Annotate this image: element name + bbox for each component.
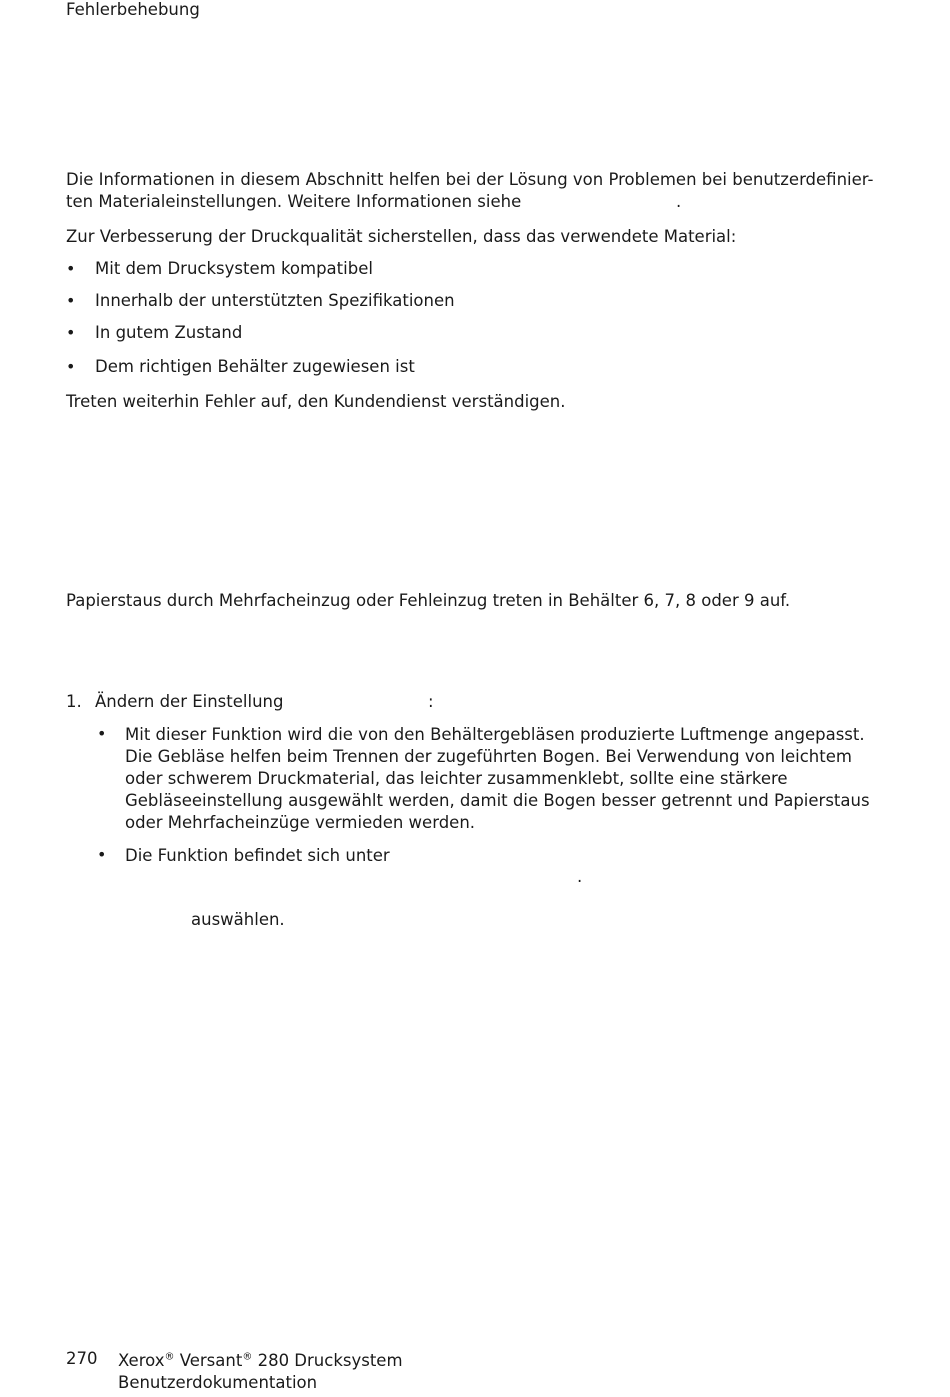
registered-mark: ®	[242, 1351, 253, 1363]
quality-item: Mit dem Drucksystem kompatibel	[95, 259, 373, 278]
intro-line-2-period: .	[676, 192, 682, 211]
footer-product	[118, 1350, 403, 1394]
intro-line-2-text: ten Materialeinstellungen. Weitere Informationen siehe	[66, 192, 522, 211]
bullet-icon: •	[97, 724, 107, 743]
brand-name: Xerox	[118, 1351, 165, 1370]
step-number: 1.	[66, 692, 82, 711]
intro-line-2	[66, 191, 521, 213]
footer-doc-type: Benutzerdokumentation	[118, 1373, 318, 1392]
running-header: Fehlerbehebung	[66, 0, 200, 19]
quality-item: In gutem Zustand	[95, 323, 243, 342]
step-label-colon: :	[428, 692, 434, 711]
quality-item: Innerhalb der unterstützten Spezifikationen	[95, 291, 455, 310]
sub-bullet-line: Die Gebläse helfen beim Trennen der zugeführten Bogen. Bei Verwendung von leichtem	[125, 747, 852, 766]
quality-lead: Zur Verbesserung der Druckqualität sicherstellen, dass das verwendete Material:	[66, 227, 737, 246]
sub-bullet-line: Die Funktion befindet sich unter	[125, 846, 390, 865]
sub-bullet-line: oder Mehrfacheinzüge vermieden werden.	[125, 813, 476, 832]
sub-bullet-line: oder schwerem Druckmaterial, das leichter zusammenklebt, sollte eine stärkere	[125, 769, 788, 788]
quality-closing: Treten weiterhin Fehler auf, den Kundendienst verständigen.	[66, 392, 566, 411]
bullet-icon: •	[66, 323, 76, 342]
footer-product-line	[118, 1350, 403, 1372]
bullet-icon: •	[97, 845, 107, 864]
quality-item: Dem richtigen Behälter zugewiesen ist	[95, 357, 415, 376]
bullet-icon: •	[66, 357, 76, 376]
sub-bullet-period: .	[577, 867, 583, 886]
page-number: 270	[66, 1349, 98, 1368]
sub-bullet-line: Mit dieser Funktion wird die von den Behältergebläsen produzierte Luftmenge angepasst.	[125, 725, 865, 744]
bullet-icon: •	[66, 291, 76, 310]
bullet-icon: •	[66, 259, 76, 278]
intro-line-1: Die Informationen in diesem Abschnitt helfen bei der Lösung von Problemen bei benutzerdefinier-	[66, 170, 874, 189]
step-label: Ändern der Einstellung	[95, 692, 284, 711]
sub-bullet-end: auswählen.	[191, 910, 285, 929]
sub-bullet-line: Gebläseeinstellung ausgewählt werden, damit die Bogen besser getrennt und Papierstaus	[125, 791, 870, 810]
problem-statement: Papierstaus durch Mehrfacheinzug oder Fehleinzug treten in Behälter 6, 7, 8 oder 9 auf.	[66, 591, 791, 610]
product-model: 280 Drucksystem	[252, 1351, 403, 1370]
product-name: Versant	[174, 1351, 243, 1370]
registered-mark: ®	[164, 1351, 175, 1363]
